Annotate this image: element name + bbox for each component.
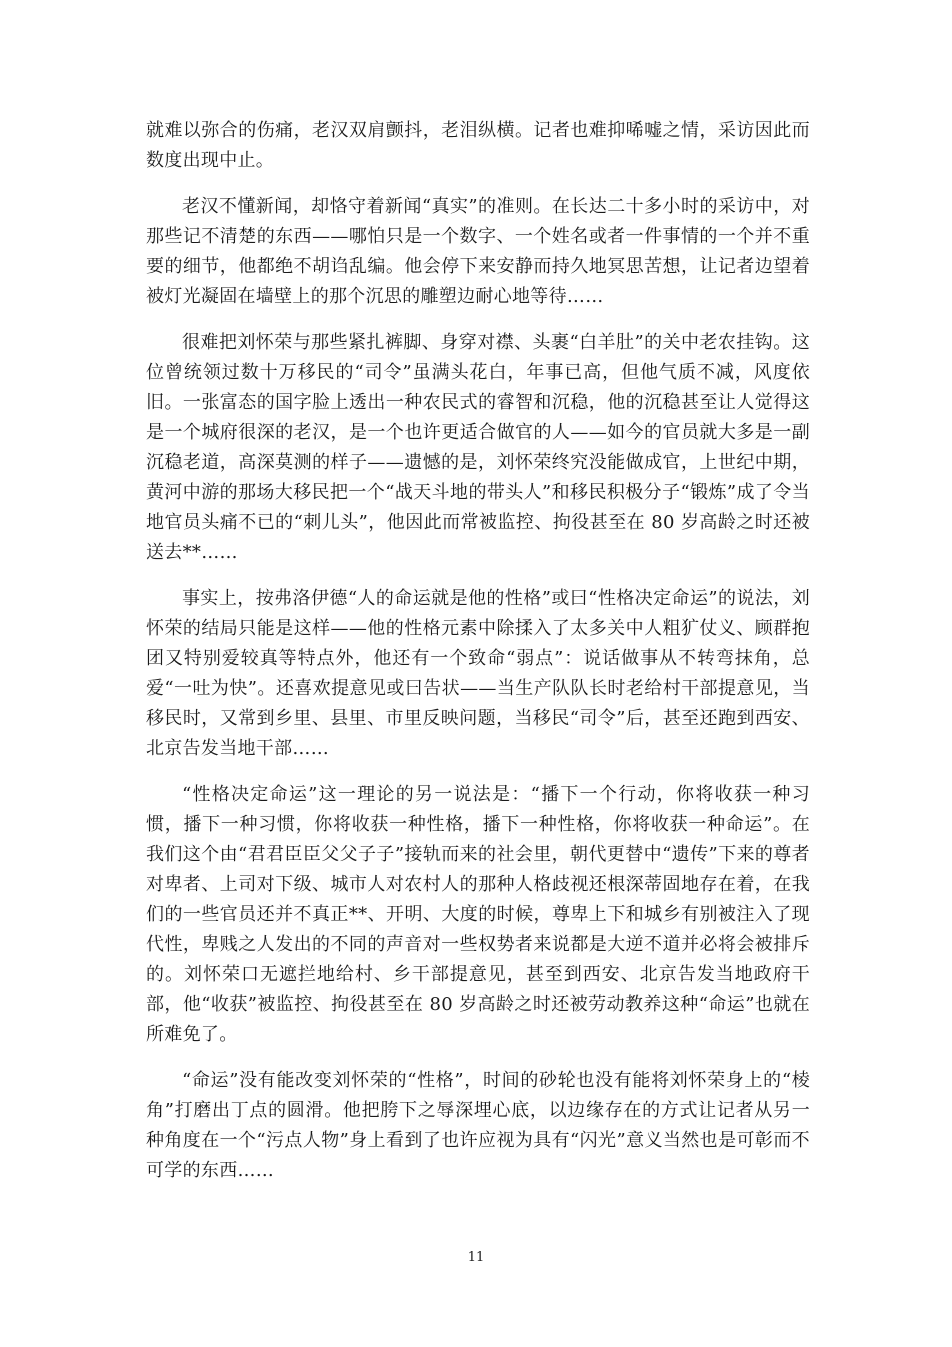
paragraph: “性格决定命运”这一理论的另一说法是：“播下一个行动，你将收获一种习惯，播下一种习惯，你将收获一种性格，播下一种性格，你将收获一种命运”。在我们这个由“君君臣臣父父子子”接轨而来的社会里，朝代更替中“遗传”下来的尊者对卑者、上司对下级、城市人对农村人的那种人格歧视还根深蒂固地存在着，在我们的一些官员还并不真正**、开明、大度的时候，尊卑上下和城乡有别被注入了现代性，卑贱之人发出的不同的声音对一些权势者来说都是大逆不道并必将会被排斥的。刘怀荣口无遮拦地给村、乡干部提意见，甚至到西安、北京告发当地政府干部，他“收获”被监控、拘役甚至在 80 岁高龄之时还被劳动教养这种“命运”也就在所难免了。 <box>146 784 810 1045</box>
paragraph: 很难把刘怀荣与那些紧扎裤脚、身穿对襟、头裹“白羊肚”的关中老农挂钩。这位曾统领过数十万移民的“司令”虽满头花白，年事已高，但他气质不减，风度依旧。一张富态的国字脸上透出一种农民式的睿智和沉稳，他的沉稳甚至让人觉得这是一个城府很深的老汉，是一个也许更适合做官的人——如今的官员就大多是一副沉稳老道，高深莫测的样子——遗憾的是，刘怀荣终究没能做成官，上世纪中期，黄河中游的那场大移民把一个“战天斗地的带头人”和移民积极分子“锻炼”成了令当地官员头痛不已的“刺儿头”，他因此而常被监控、拘役甚至在 80 岁高龄之时还被送去**…… <box>146 332 810 563</box>
paragraph: “命运”没有能改变刘怀荣的“性格”，时间的砂轮也没有能将刘怀荣身上的“棱角”打磨出丁点的圆滑。他把胯下之辱深埋心底，以边缘存在的方式让记者从另一种角度在一个“污点人物”身上看到了也许应视为具有“闪光”意义当然也是可彰而不可学的东西…… <box>146 1070 810 1181</box>
body-text <box>146 116 810 1202</box>
paragraph: 事实上，按弗洛伊德“人的命运就是他的性格”或曰“性格决定命运”的说法，刘怀荣的结局只能是这样——他的性格元素中除揉入了太多关中人粗犷仗义、顾群抱团又特别爱较真等特点外，他还有一个致命“弱点”：说话做事从不转弯抹角，总爱“一吐为快”。还喜欢提意见或曰告状——当生产队队长时老给村干部提意见，当移民时，又常到乡里、县里、市里反映问题，当移民“司令”后，甚至还跑到西安、北京告发当地干部…… <box>146 588 810 759</box>
paragraph-continuation: 就难以弥合的伤痛，老汉双肩颤抖，老泪纵横。记者也难抑唏嘘之情，采访因此而数度出现中止。 <box>146 120 810 171</box>
paragraph: 老汉不懂新闻，却恪守着新闻“真实”的准则。在长达二十多小时的采访中，对那些记不清楚的东西——哪怕只是一个数字、一个姓名或者一件事情的一个并不重要的细节，他都绝不胡诌乱编。他会停下来安静而持久地冥思苦想，让记者边望着被灯光凝固在墙壁上的那个沉思的雕塑边耐心地等待…… <box>146 196 810 307</box>
page-number: 11 <box>467 1250 485 1265</box>
